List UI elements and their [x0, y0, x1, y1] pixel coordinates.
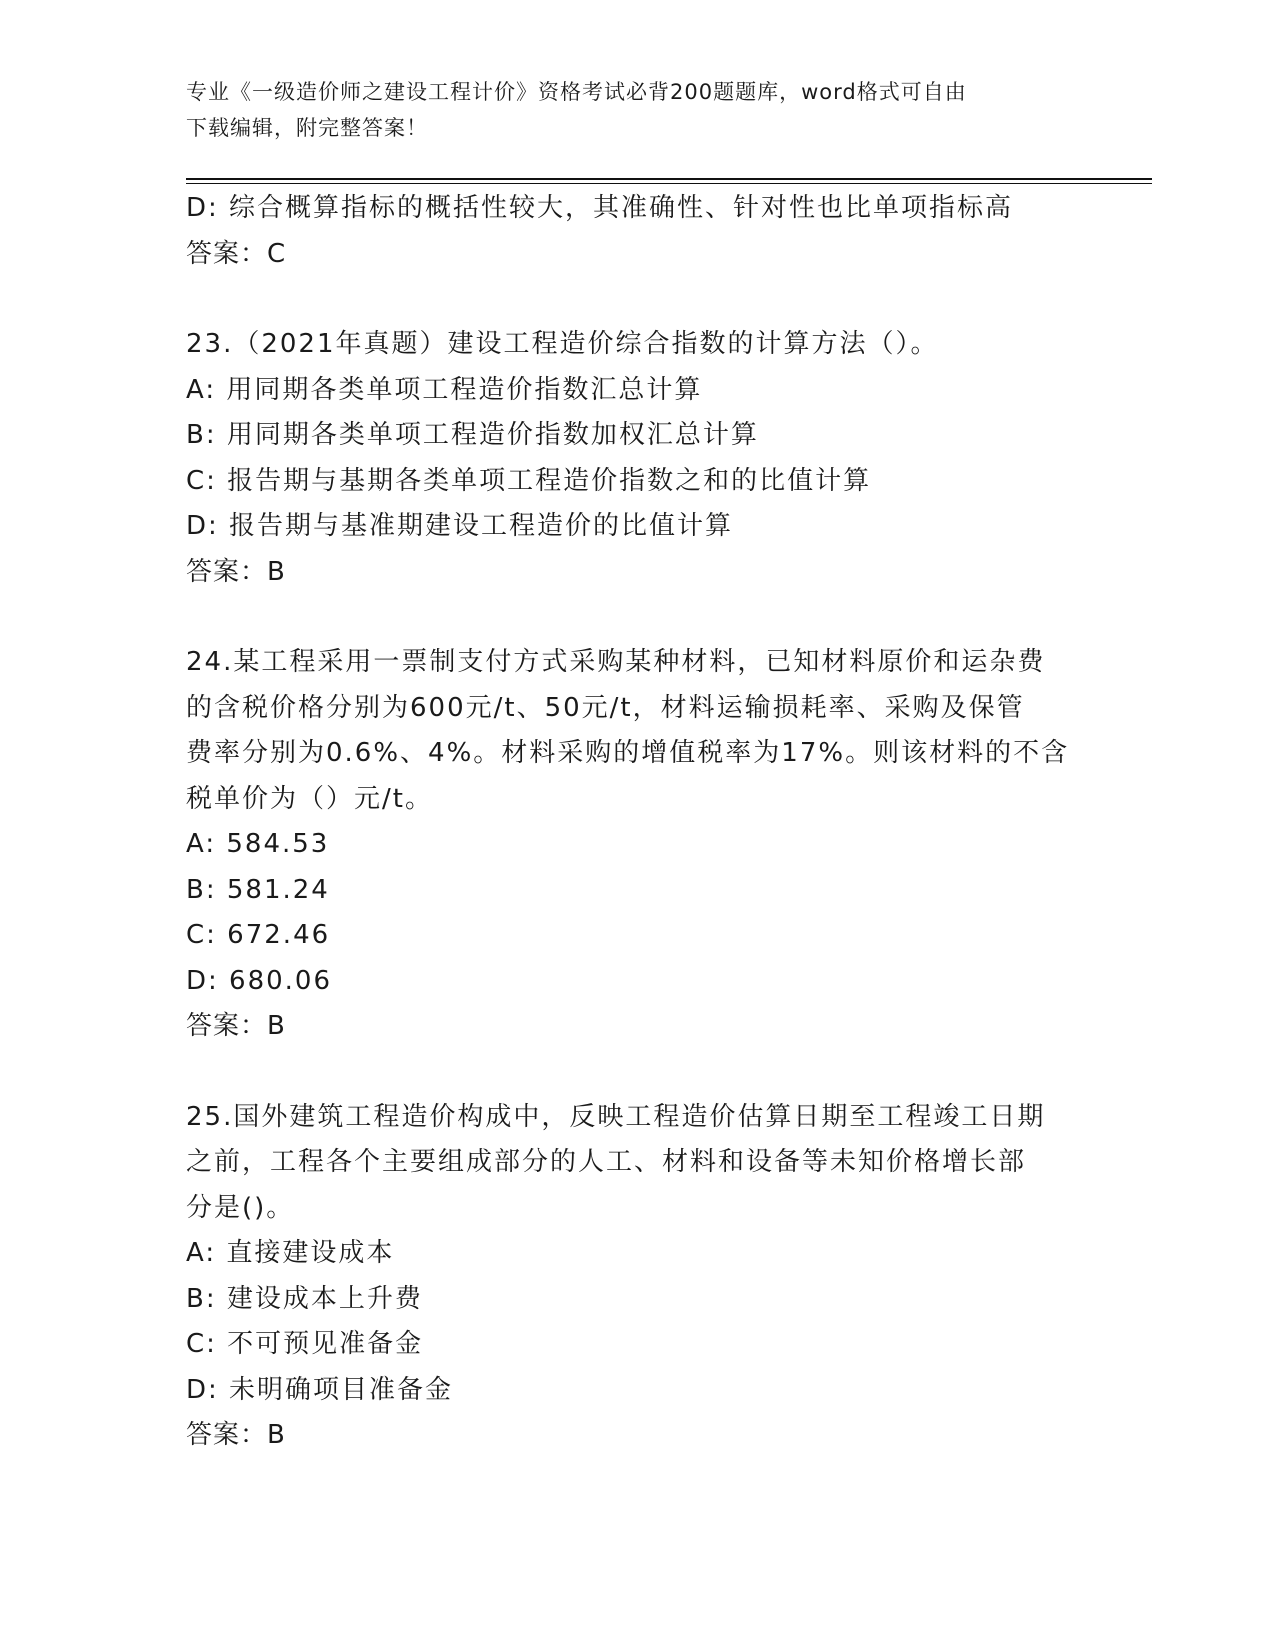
question-content — [186, 186, 1086, 1459]
answer-line: 答案：B — [186, 556, 286, 587]
option-b: B: 建设成本上升费 — [186, 1283, 423, 1314]
question-stem-line-2: 的含税价格分别为600元/t、50元/t，材料运输损耗率、采购及保管 — [186, 692, 1025, 723]
option-c: C: 672.46 — [186, 920, 331, 950]
question-24 — [186, 640, 1086, 1050]
option-d: D: 680.06 — [186, 965, 333, 996]
header-rule-thick — [186, 178, 1152, 180]
option-a: A: 直接建设成本 — [186, 1238, 395, 1268]
question-stem-line-1: 25.国外建筑工程造价构成中，反映工程造价估算日期至工程竣工日期 — [186, 1101, 1046, 1132]
question-25 — [186, 1095, 1086, 1459]
page-header — [186, 74, 1066, 146]
option-c: C: 报告期与基期各类单项工程造价指数之和的比值计算 — [186, 465, 872, 496]
option-d: D: 未明确项目准备金 — [186, 1374, 454, 1405]
header-rule-thin — [186, 183, 1152, 184]
header-line-2: 下载编辑，附完整答案！ — [186, 116, 428, 140]
option-b: B: 用同期各类单项工程造价指数加权汇总计算 — [186, 420, 759, 450]
option-b: B: 581.24 — [186, 874, 330, 905]
option-a: A: 584.53 — [186, 829, 330, 859]
question-stem-line-4: 税单价为（）元/t。 — [186, 783, 433, 814]
option-c: C: 不可预见准备金 — [186, 1329, 424, 1359]
answer-line: 答案：B — [186, 1420, 286, 1450]
answer-line: 答案：B — [186, 1011, 286, 1041]
option-d: D: 综合概算指标的概括性较大，其准确性、针对性也比单项指标高 — [186, 193, 1014, 223]
question-stem-line-1: 24.某工程采用一票制支付方式采购某种材料，已知材料原价和运杂费 — [186, 647, 1046, 677]
question-stem-line-3: 费率分别为0.6%、4%。材料采购的增值税率为17%。则该材料的不含 — [186, 738, 1070, 768]
previous-question-tail — [186, 186, 1086, 277]
option-a: A: 用同期各类单项工程造价指数汇总计算 — [186, 374, 703, 405]
question-23 — [186, 322, 1086, 595]
answer-line: 答案：C — [186, 238, 287, 269]
header-line-1: 专业《一级造价师之建设工程计价》资格考试必背200题题库，word格式可自由 — [186, 80, 967, 104]
question-stem-line-3: 分是()。 — [186, 1192, 295, 1223]
question-stem-line-2: 之前，工程各个主要组成部分的人工、材料和设备等未知价格增长部 — [186, 1147, 1027, 1177]
question-stem: 23.（2021年真题）建设工程造价综合指数的计算方法（）。 — [186, 329, 939, 359]
option-d: D: 报告期与基准期建设工程造价的比值计算 — [186, 511, 734, 541]
